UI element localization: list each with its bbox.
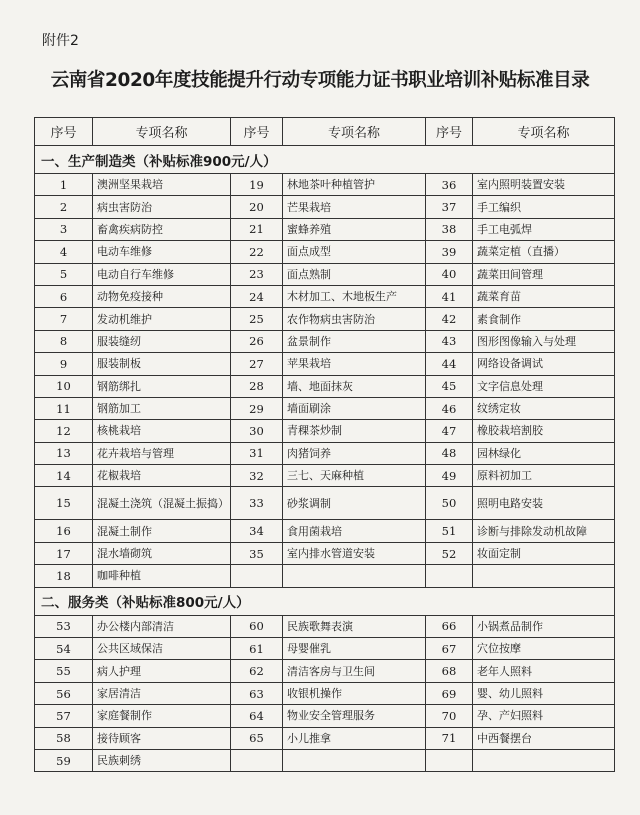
table-row — [35, 682, 615, 704]
seq-cell: 17 — [35, 542, 93, 564]
seq-cell: 20 — [231, 196, 283, 218]
seq-cell: 1 — [35, 174, 93, 196]
item-name-cell: 服装缝纫 — [93, 330, 231, 352]
table-row — [35, 565, 615, 587]
seq-cell: 58 — [35, 727, 93, 749]
seq-cell — [426, 749, 473, 771]
item-name-cell: 苹果栽培 — [283, 353, 426, 375]
item-name-cell: 混凝土制作 — [93, 520, 231, 542]
seq-cell — [231, 749, 283, 771]
seq-cell: 44 — [426, 353, 473, 375]
item-name-cell: 网络设备调试 — [473, 353, 615, 375]
item-name-cell: 林地茶叶种植管护 — [283, 174, 426, 196]
seq-cell: 37 — [426, 196, 473, 218]
seq-cell: 40 — [426, 263, 473, 285]
item-name-cell: 素食制作 — [473, 308, 615, 330]
seq-cell: 63 — [231, 682, 283, 704]
seq-cell: 7 — [35, 308, 93, 330]
table-row — [35, 263, 615, 285]
seq-cell: 51 — [426, 520, 473, 542]
table-row — [35, 285, 615, 307]
item-name-cell: 办公楼内部清洁 — [93, 615, 231, 637]
seq-cell: 45 — [426, 375, 473, 397]
item-name-cell: 家庭餐制作 — [93, 705, 231, 727]
item-name-cell: 混水墙砌筑 — [93, 542, 231, 564]
item-name-cell: 橡胶栽培割胶 — [473, 420, 615, 442]
item-name-cell: 照明电路安装 — [473, 487, 615, 520]
item-name-cell: 蔬菜田间管理 — [473, 263, 615, 285]
item-name-cell: 花椒栽培 — [93, 465, 231, 487]
seq-cell: 24 — [231, 285, 283, 307]
seq-cell: 55 — [35, 660, 93, 682]
item-name-cell: 蜜蜂养殖 — [283, 218, 426, 240]
seq-cell: 16 — [35, 520, 93, 542]
item-name-cell: 食用菌栽培 — [283, 520, 426, 542]
item-name-cell — [283, 749, 426, 771]
item-name-cell: 面点成型 — [283, 241, 426, 263]
item-name-cell: 肉猪饲养 — [283, 442, 426, 464]
header-name-1: 专项名称 — [93, 118, 231, 146]
seq-cell: 13 — [35, 442, 93, 464]
item-name-cell: 墙面刷涂 — [283, 397, 426, 419]
subsidy-table — [34, 117, 615, 772]
seq-cell: 41 — [426, 285, 473, 307]
item-name-cell: 混凝土浇筑（混凝土振捣） — [93, 487, 231, 520]
seq-cell: 15 — [35, 487, 93, 520]
seq-cell: 60 — [231, 615, 283, 637]
seq-cell: 50 — [426, 487, 473, 520]
item-name-cell: 农作物病虫害防治 — [283, 308, 426, 330]
seq-cell: 68 — [426, 660, 473, 682]
table-row — [35, 638, 615, 660]
item-name-cell: 清洁客房与卫生间 — [283, 660, 426, 682]
item-name-cell: 家居清洁 — [93, 682, 231, 704]
item-name-cell: 孕、产妇照料 — [473, 705, 615, 727]
item-name-cell: 花卉栽培与管理 — [93, 442, 231, 464]
item-name-cell: 室内排水管道安装 — [283, 542, 426, 564]
seq-cell: 71 — [426, 727, 473, 749]
seq-cell: 30 — [231, 420, 283, 442]
item-name-cell: 妆面定制 — [473, 542, 615, 564]
item-name-cell: 咖啡种植 — [93, 565, 231, 587]
table-row — [35, 241, 615, 263]
seq-cell: 39 — [426, 241, 473, 263]
seq-cell: 67 — [426, 638, 473, 660]
item-name-cell: 原料初加工 — [473, 465, 615, 487]
seq-cell: 21 — [231, 218, 283, 240]
seq-cell: 47 — [426, 420, 473, 442]
item-name-cell: 手工电弧焊 — [473, 218, 615, 240]
table-row — [35, 442, 615, 464]
item-name-cell: 收银机操作 — [283, 682, 426, 704]
seq-cell: 57 — [35, 705, 93, 727]
item-name-cell: 病虫害防治 — [93, 196, 231, 218]
attachment-label: 附件2 — [42, 33, 79, 49]
table-row — [35, 420, 615, 442]
seq-cell: 38 — [426, 218, 473, 240]
item-name-cell: 诊断与排除发动机故障 — [473, 520, 615, 542]
seq-cell: 56 — [35, 682, 93, 704]
seq-cell: 31 — [231, 442, 283, 464]
header-name-2: 专项名称 — [283, 118, 426, 146]
item-name-cell — [283, 565, 426, 587]
item-name-cell: 文字信息处理 — [473, 375, 615, 397]
item-name-cell — [473, 565, 615, 587]
seq-cell: 33 — [231, 487, 283, 520]
table-row — [35, 330, 615, 352]
seq-cell: 66 — [426, 615, 473, 637]
header-seq-2: 序号 — [231, 118, 283, 146]
seq-cell: 48 — [426, 442, 473, 464]
seq-cell: 10 — [35, 375, 93, 397]
item-name-cell: 接待顾客 — [93, 727, 231, 749]
seq-cell: 2 — [35, 196, 93, 218]
table-row — [35, 375, 615, 397]
seq-cell: 53 — [35, 615, 93, 637]
section-title: 二、服务类（补贴标准800元/人） — [35, 587, 615, 615]
seq-cell: 28 — [231, 375, 283, 397]
seq-cell: 22 — [231, 241, 283, 263]
item-name-cell: 面点熟制 — [283, 263, 426, 285]
table-row — [35, 705, 615, 727]
item-name-cell: 图形图像输入与处理 — [473, 330, 615, 352]
item-name-cell: 老年人照料 — [473, 660, 615, 682]
item-name-cell: 木材加工、木地板生产 — [283, 285, 426, 307]
seq-cell: 26 — [231, 330, 283, 352]
seq-cell: 36 — [426, 174, 473, 196]
table-row — [35, 615, 615, 637]
seq-cell: 61 — [231, 638, 283, 660]
item-name-cell: 三七、天麻种植 — [283, 465, 426, 487]
seq-cell: 25 — [231, 308, 283, 330]
item-name-cell: 病人护理 — [93, 660, 231, 682]
item-name-cell: 民族刺绣 — [93, 749, 231, 771]
seq-cell: 43 — [426, 330, 473, 352]
section-row — [35, 587, 615, 615]
seq-cell: 54 — [35, 638, 93, 660]
seq-cell — [231, 565, 283, 587]
item-name-cell: 手工编织 — [473, 196, 615, 218]
item-name-cell: 钢筋绑扎 — [93, 375, 231, 397]
item-name-cell: 中西餐摆台 — [473, 727, 615, 749]
seq-cell: 18 — [35, 565, 93, 587]
seq-cell: 35 — [231, 542, 283, 564]
seq-cell: 29 — [231, 397, 283, 419]
item-name-cell — [473, 749, 615, 771]
seq-cell: 8 — [35, 330, 93, 352]
seq-cell: 5 — [35, 263, 93, 285]
header-seq-1: 序号 — [35, 118, 93, 146]
section-row — [35, 146, 615, 174]
item-name-cell: 室内照明装置安装 — [473, 174, 615, 196]
item-name-cell: 纹绣定妆 — [473, 397, 615, 419]
seq-cell: 3 — [35, 218, 93, 240]
seq-cell: 11 — [35, 397, 93, 419]
item-name-cell: 砂浆调制 — [283, 487, 426, 520]
item-name-cell: 服装制板 — [93, 353, 231, 375]
item-name-cell: 园林绿化 — [473, 442, 615, 464]
item-name-cell: 婴、幼儿照料 — [473, 682, 615, 704]
item-name-cell: 小儿推拿 — [283, 727, 426, 749]
seq-cell: 14 — [35, 465, 93, 487]
item-name-cell: 蔬菜育苗 — [473, 285, 615, 307]
item-name-cell: 盆景制作 — [283, 330, 426, 352]
table-row — [35, 353, 615, 375]
seq-cell: 23 — [231, 263, 283, 285]
section-title: 一、生产制造类（补贴标准900元/人） — [35, 146, 615, 174]
item-name-cell: 物业安全管理服务 — [283, 705, 426, 727]
table-row — [35, 218, 615, 240]
table-row — [35, 520, 615, 542]
seq-cell: 46 — [426, 397, 473, 419]
seq-cell: 12 — [35, 420, 93, 442]
page-title: 云南省2020年度技能提升行动专项能力证书职业培训补贴标准目录 — [50, 70, 590, 91]
table-row — [35, 465, 615, 487]
seq-cell: 52 — [426, 542, 473, 564]
item-name-cell: 核桃栽培 — [93, 420, 231, 442]
item-name-cell: 公共区域保洁 — [93, 638, 231, 660]
seq-cell: 6 — [35, 285, 93, 307]
seq-cell: 49 — [426, 465, 473, 487]
item-name-cell: 小锅煮品制作 — [473, 615, 615, 637]
item-name-cell: 澳洲坚果栽培 — [93, 174, 231, 196]
item-name-cell: 畜禽疾病防控 — [93, 218, 231, 240]
table-row — [35, 174, 615, 196]
table-row — [35, 308, 615, 330]
item-name-cell: 青稞茶炒制 — [283, 420, 426, 442]
seq-cell: 9 — [35, 353, 93, 375]
table-header-row — [35, 118, 615, 146]
seq-cell: 32 — [231, 465, 283, 487]
seq-cell: 64 — [231, 705, 283, 727]
seq-cell: 59 — [35, 749, 93, 771]
table-row — [35, 542, 615, 564]
item-name-cell: 发动机维护 — [93, 308, 231, 330]
table-row — [35, 487, 615, 520]
header-seq-3: 序号 — [426, 118, 473, 146]
item-name-cell: 蔬菜定植（直播） — [473, 241, 615, 263]
item-name-cell: 电动自行车维修 — [93, 263, 231, 285]
header-name-3: 专项名称 — [473, 118, 615, 146]
seq-cell: 42 — [426, 308, 473, 330]
seq-cell: 19 — [231, 174, 283, 196]
table-row — [35, 397, 615, 419]
item-name-cell: 墙、地面抹灰 — [283, 375, 426, 397]
item-name-cell: 母婴催乳 — [283, 638, 426, 660]
seq-cell: 65 — [231, 727, 283, 749]
table-row — [35, 749, 615, 771]
seq-cell: 69 — [426, 682, 473, 704]
table-row — [35, 660, 615, 682]
seq-cell: 34 — [231, 520, 283, 542]
seq-cell: 62 — [231, 660, 283, 682]
table-row — [35, 727, 615, 749]
item-name-cell: 钢筋加工 — [93, 397, 231, 419]
seq-cell: 70 — [426, 705, 473, 727]
item-name-cell: 穴位按摩 — [473, 638, 615, 660]
seq-cell: 4 — [35, 241, 93, 263]
item-name-cell: 民族歌舞表演 — [283, 615, 426, 637]
seq-cell — [426, 565, 473, 587]
item-name-cell: 电动车维修 — [93, 241, 231, 263]
table-row — [35, 196, 615, 218]
item-name-cell: 芒果栽培 — [283, 196, 426, 218]
item-name-cell: 动物免疫接种 — [93, 285, 231, 307]
seq-cell: 27 — [231, 353, 283, 375]
